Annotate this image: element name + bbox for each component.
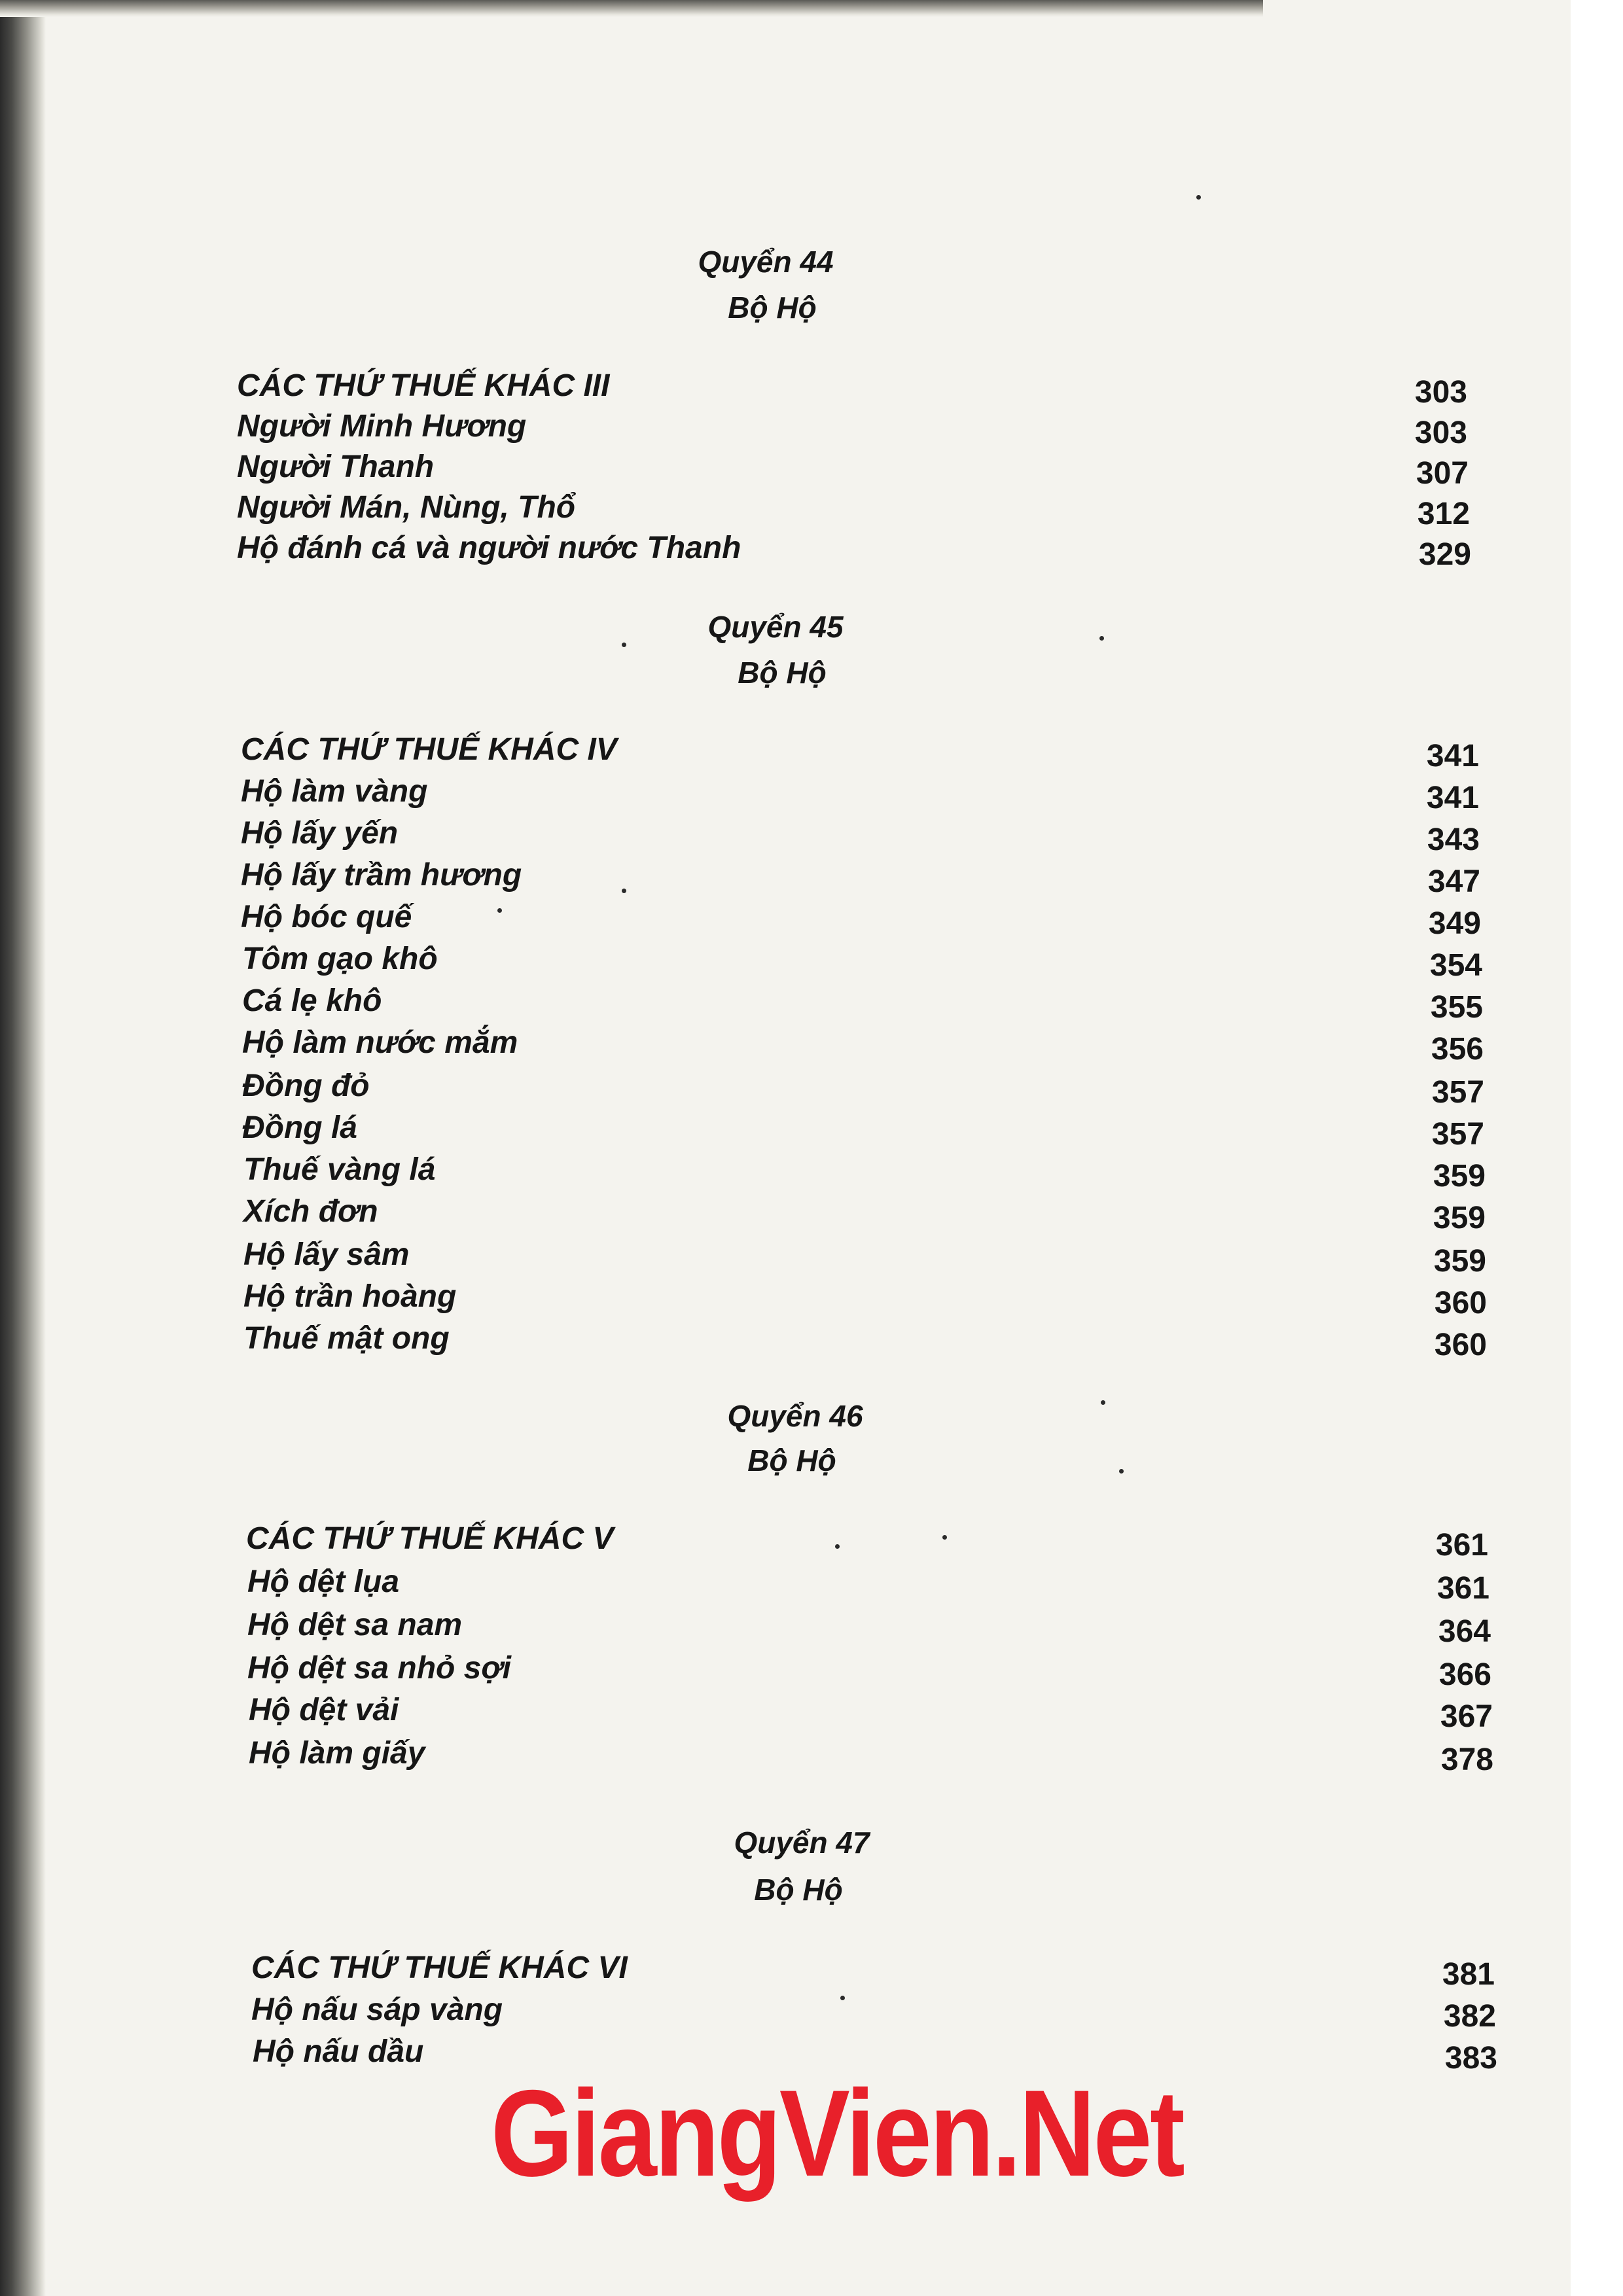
toc-entry[interactable] [237, 365, 1467, 410]
print-speck [840, 1996, 845, 2000]
toc-entry-page: 361 [1436, 1571, 1489, 1606]
toc-entry-label: Hộ dệt vải [249, 1693, 399, 1727]
toc-entry-label: Hộ dệt sa nam [247, 1608, 463, 1642]
volume-title: Quyển 46 [727, 1399, 863, 1433]
toc-entry[interactable] [237, 487, 1470, 529]
volume-title: Quyển 45 [707, 610, 844, 644]
toc-entry-label: Hộ làm nước mắm [242, 1025, 518, 1060]
toc-entry[interactable] [242, 938, 1482, 983]
toc-entry-page: 383 [1444, 2041, 1497, 2075]
toc-entry-label: Hộ đánh cá và người nước Thanh [237, 531, 741, 565]
toc-entry[interactable] [249, 1689, 1493, 1734]
toc-entry[interactable] [243, 1149, 1486, 1191]
toc-entry-label: Người Mán, Nùng, Thổ [237, 490, 576, 525]
toc-entry-label: Hộ lấy trầm hương [241, 858, 522, 892]
toc-entry-label: Hộ trần hoàng [243, 1279, 457, 1314]
print-speck [497, 908, 502, 913]
toc-entry[interactable] [237, 406, 1467, 448]
toc-entry-page: 360 [1434, 1328, 1487, 1362]
toc-entry-page: 343 [1427, 822, 1480, 857]
toc-entry-label: Xích đơn [243, 1194, 378, 1229]
toc-entry-page: 355 [1430, 990, 1483, 1025]
toc-entry-label: CÁC THỨ THUẾ KHÁC III [237, 368, 610, 403]
toc-entry[interactable] [251, 1989, 1496, 2034]
toc-entry-label: Hộ nấu sáp vàng [251, 1992, 503, 2027]
toc-entry[interactable] [243, 1234, 1486, 1279]
toc-entry-page: 307 [1416, 456, 1469, 491]
toc-entry-label: Người Thanh [237, 450, 435, 484]
toc-entry[interactable] [247, 1648, 1491, 1692]
toc-entry[interactable] [241, 729, 1479, 771]
toc-entry-label: Cá lẹ khô [242, 983, 382, 1018]
toc-entry[interactable] [251, 1947, 1495, 1992]
toc-entry-label: Hộ dệt lụa [247, 1564, 400, 1599]
department-title: Bộ Hộ [738, 656, 827, 690]
toc-entry-page: 347 [1427, 864, 1480, 899]
print-speck [1099, 636, 1104, 641]
toc-entry-label: Hộ lấy yến [241, 816, 399, 851]
print-speck [622, 643, 626, 647]
toc-entry-page: 329 [1418, 537, 1471, 572]
print-speck [942, 1535, 947, 1540]
toc-entry[interactable] [243, 1276, 1487, 1318]
toc-entry-label: Thuế mật ong [243, 1321, 450, 1356]
toc-entry-label: Tôm gạo khô [242, 942, 438, 976]
toc-entry-label: CÁC THỨ THUẾ KHÁC VI [251, 1951, 628, 1985]
toc-entry-page: 381 [1442, 1957, 1495, 1992]
toc-entry-page: 359 [1433, 1244, 1486, 1279]
toc-entry-label: Người Minh Hương [237, 409, 527, 444]
toc-entry[interactable] [243, 1318, 1487, 1360]
toc-entry-page: 360 [1434, 1286, 1487, 1320]
toc-entry[interactable] [242, 1107, 1484, 1152]
department-title: Bộ Hộ [728, 291, 817, 325]
toc-entry[interactable] [237, 527, 1471, 572]
toc-entry[interactable] [241, 771, 1479, 813]
toc-entry-page: 382 [1443, 1999, 1496, 2034]
toc-entry[interactable] [241, 896, 1481, 941]
print-speck [622, 889, 626, 893]
volume-title: Quyển 47 [734, 1826, 870, 1860]
toc-entry-page: 349 [1428, 906, 1481, 941]
department-title: Bộ Hộ [754, 1873, 843, 1907]
toc-entry-label: Hộ làm giấy [249, 1736, 425, 1771]
toc-entry[interactable] [237, 446, 1469, 491]
toc-entry-page: 303 [1414, 415, 1467, 450]
toc-entry[interactable] [246, 1518, 1488, 1563]
toc-entry-label: Hộ dệt sa nhỏ sợi [247, 1651, 511, 1686]
toc-entry-label: Đồng đỏ [242, 1069, 370, 1103]
toc-entry-page: 378 [1440, 1742, 1493, 1777]
toc-entry-label: Đồng lá [242, 1110, 357, 1145]
toc-entry-page: 303 [1414, 375, 1467, 410]
toc-entry[interactable] [247, 1604, 1491, 1649]
print-speck [1196, 195, 1201, 200]
toc-entry-page: 366 [1438, 1657, 1491, 1692]
toc-entry-page: 359 [1433, 1159, 1486, 1193]
toc-entry[interactable] [249, 1733, 1493, 1775]
toc-entry-label: CÁC THỨ THUẾ KHÁC IV [241, 732, 617, 767]
toc-entry[interactable] [243, 1191, 1486, 1233]
print-speck [1101, 1400, 1105, 1405]
toc-entry[interactable] [242, 1022, 1484, 1067]
toc-entry-page: 367 [1440, 1699, 1493, 1734]
department-title: Bộ Hộ [747, 1443, 836, 1477]
toc-entry-page: 341 [1426, 781, 1479, 815]
toc-entry-page: 356 [1431, 1032, 1484, 1067]
toc-entry-label: CÁC THỨ THUẾ KHÁC V [246, 1521, 614, 1556]
toc-entry[interactable] [242, 980, 1483, 1025]
toc-entry-page: 357 [1431, 1117, 1484, 1152]
toc-entry-page: 312 [1417, 497, 1470, 531]
site-watermark: GiangVien.Net [491, 2064, 1183, 2202]
toc-entry-label: Hộ lấy sâm [243, 1237, 410, 1272]
toc-entry-page: 357 [1431, 1075, 1484, 1110]
print-speck [835, 1544, 840, 1549]
print-speck [1119, 1469, 1124, 1474]
toc-entry-page: 354 [1429, 948, 1482, 983]
toc-entry-page: 359 [1433, 1201, 1486, 1235]
volume-title: Quyển 44 [698, 245, 834, 279]
toc-entry[interactable] [241, 855, 1480, 899]
toc-entry[interactable] [241, 813, 1480, 855]
toc-entry-label: Thuế vàng lá [243, 1152, 436, 1187]
toc-entry-page: 361 [1435, 1528, 1488, 1563]
toc-entry-label: Hộ làm vàng [241, 774, 428, 809]
toc-entry[interactable] [247, 1561, 1489, 1606]
toc-entry-page: 341 [1426, 739, 1479, 773]
toc-entry-label: Hộ bóc quế [241, 900, 412, 934]
toc-entry[interactable] [242, 1065, 1484, 1110]
toc-entry-label: Hộ nấu dầu [253, 2034, 424, 2069]
toc-entry-page: 364 [1438, 1614, 1491, 1649]
